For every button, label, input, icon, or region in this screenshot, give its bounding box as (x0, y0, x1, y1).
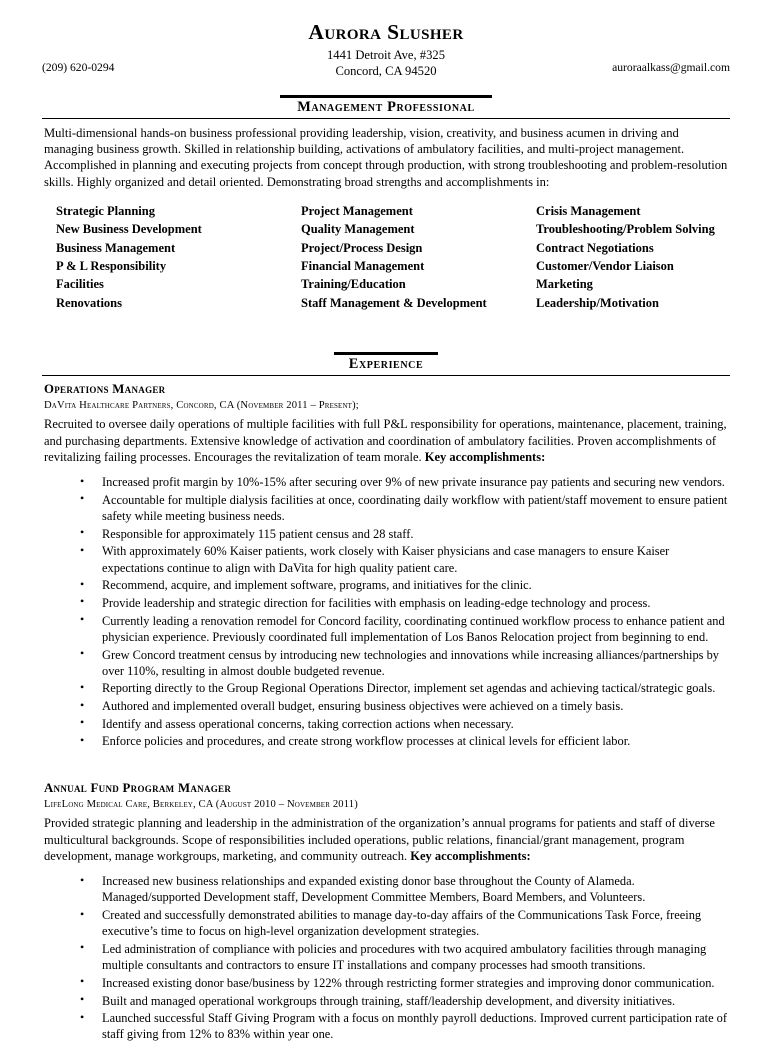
skill-item: Renovations (56, 295, 122, 310)
list-item: • Currently leading a renovation remodel for Concord facility, coordinating continued workflow process to enhance patient and physician experience. Previously coordinated full implementation of Los Banos Relocation project from beginning to end. (80, 613, 730, 645)
list-item: • With approximately 60% Kaiser patients, work closely with Kaiser physicians and case managers to ensure Kaiser expectations continue to align with DaVita for high quality patient care. (80, 543, 730, 575)
job-company-dates: LifeLong Medical Care, Berkeley, CA (August 2010 – November 2011) (44, 799, 358, 811)
job-title: Operations Manager (44, 382, 166, 397)
list-item: • Led administration of compliance with policies and procedures with two acquired ambulatory facilities through managing multiple consultants and contractors to ensure IT installations and company processes had smooth transitions. (80, 941, 730, 973)
job-description (44, 416, 730, 465)
skill-item: Project Management (301, 203, 413, 218)
list-item: • Identify and assess operational concerns, taking correction actions when necessary. (80, 716, 730, 732)
core-competencies-grid (56, 202, 730, 312)
spacer (42, 312, 730, 338)
skill-item: Troubleshooting/Problem Solving (536, 222, 715, 237)
skill-item: Contract Negotiations (536, 240, 654, 255)
list-item: • Reporting directly to the Group Regional Operations Director, implement set agendas and achieving tactical/strategic goals. (80, 680, 730, 696)
key-accomplishments-label: Key accomplishments: (424, 449, 546, 464)
heading-bottom-rule (42, 375, 730, 376)
list-item: • Created and successfully demonstrated abilities to manage day-to-day affairs of the Communications Task Force, freeing executive’s time to focus on high-level organization development strategies. (80, 907, 730, 939)
address-line-2: Concord, CA 94520 (335, 64, 437, 79)
skill-item: Crisis Management (536, 203, 641, 218)
skill-item: P & L Responsibility (56, 259, 167, 274)
skill-item: Financial Management (301, 259, 425, 274)
job-accomplishments-list (42, 474, 730, 750)
list-item: • Accountable for multiple dialysis facilities at once, coordinating daily workflow with patient/staff movement to ensure patient safety while meeting business needs. (80, 492, 730, 524)
skill-item: Leadership/Motivation (536, 295, 659, 310)
skill-item: Staff Management & Development (301, 295, 487, 310)
heading-top-bar (334, 352, 438, 355)
skill-item: Strategic Planning (56, 203, 155, 218)
job-entry (42, 781, 730, 1042)
list-item: • Enforce policies and procedures, and create strong workflow processes at clinical levels for efficient labor. (80, 733, 730, 749)
list-item: • Authored and implemented overall budget, ensuring business objectives were achieved on a timely basis. (80, 698, 730, 714)
address-line-1: 1441 Detroit Ave, #325 (327, 47, 445, 62)
job-company-dates: DaVita Healthcare Partners, Concord, CA (November 2011 – Present); (44, 400, 359, 412)
job-title: Annual Fund Program Manager (44, 781, 232, 796)
email-address[interactable]: auroraalkass@gmail.com (612, 60, 730, 74)
heading-bottom-rule (42, 118, 730, 119)
phone-number: (209) 620-0294 (42, 60, 115, 74)
list-item: • Increased new business relationships and expanded existing donor base throughout the County of Alameda. Managed/supported Development staff, Development Committee Members, Board Members, and Volunteers. (80, 873, 730, 905)
list-item: • Increased existing donor base/business by 122% through restricting former strategies and improving donor communication. (80, 975, 730, 991)
skill-item: Facilities (56, 277, 104, 292)
skill-item: Business Management (56, 240, 176, 255)
section-title-profile: Management Professional (297, 98, 475, 115)
list-item: • Responsible for approximately 115 patient census and 28 staff. (80, 526, 730, 542)
list-item: • Launched successful Staff Giving Program with a focus on monthly payroll deductions. Improved current participation rate of staff giving from 12% to 83% within year one. (80, 1010, 730, 1042)
section-heading-profile (42, 95, 730, 119)
heading-top-bar (280, 95, 492, 98)
spacer (42, 751, 730, 777)
key-accomplishments-label: Key accomplishments: (410, 848, 531, 863)
job-description-text: Recruited to oversee daily operations of multiple facilities with full P&L responsibility for operations, maintenance, placement, training, and purchasing departments. Extensive knowledge of activation and coordination of ambulatory facilities. Proven accomplishments of revitalizing failing processes. Encourages the revitalization of team morale. (44, 417, 727, 464)
list-item: • Recommend, acquire, and implement software, programs, and initiatives for the clinic. (80, 577, 730, 593)
list-item: • Provide leadership and strategic direction for facilities with emphasis on leading-edge technology and process. (80, 595, 730, 611)
skill-item: Marketing (536, 277, 593, 292)
skill-item: New Business Development (56, 222, 202, 237)
skill-item: Quality Management (301, 222, 415, 237)
professional-summary: Multi-dimensional hands-on business professional providing leadership, vision, creativity, and business acumen in driving and managing business growth. Skilled in relationship building, activations of ambulatory facilities, and multi-project management. Accomplished in planning and executing projects from concept through production, with strong troubleshooting and problem-resolution skills. Highly organized and detail oriented. Demonstrating broad strengths and accomplishments in: (44, 125, 728, 189)
list-item: • Built and managed operational workgroups through training, staff/leadership development, and diversity initiatives. (80, 993, 730, 1009)
skill-item: Training/Education (301, 277, 406, 292)
job-accomplishments-list (42, 873, 730, 1042)
section-heading-experience (42, 352, 730, 376)
job-description (44, 815, 730, 864)
list-item: • Increased profit margin by 10%-15% after securing over 9% of new private insurance pay patients and securing new vendors. (80, 474, 730, 490)
section-title-experience: Experience (348, 356, 424, 373)
skill-item: Customer/Vendor Liaison (536, 259, 674, 274)
job-description-text: Provided strategic planning and leadership in the administration of the organization’s annual programs for patients and staff of diverse multicultural backgrounds. Scope of responsibilities included operations, public relations, financial/grant management, program development, manage workgroups, marketing, and community outreach. (44, 816, 715, 863)
contact-info (42, 47, 730, 81)
list-item: • Grew Concord treatment census by introducing new technologies and innovations while increasing alliances/partnerships by over 110%, resulting in almost double budgeted revenue. (80, 647, 730, 679)
job-entry (42, 382, 730, 750)
skill-item: Project/Process Design (301, 240, 423, 255)
candidate-name: Aurora Slusher (308, 20, 464, 44)
